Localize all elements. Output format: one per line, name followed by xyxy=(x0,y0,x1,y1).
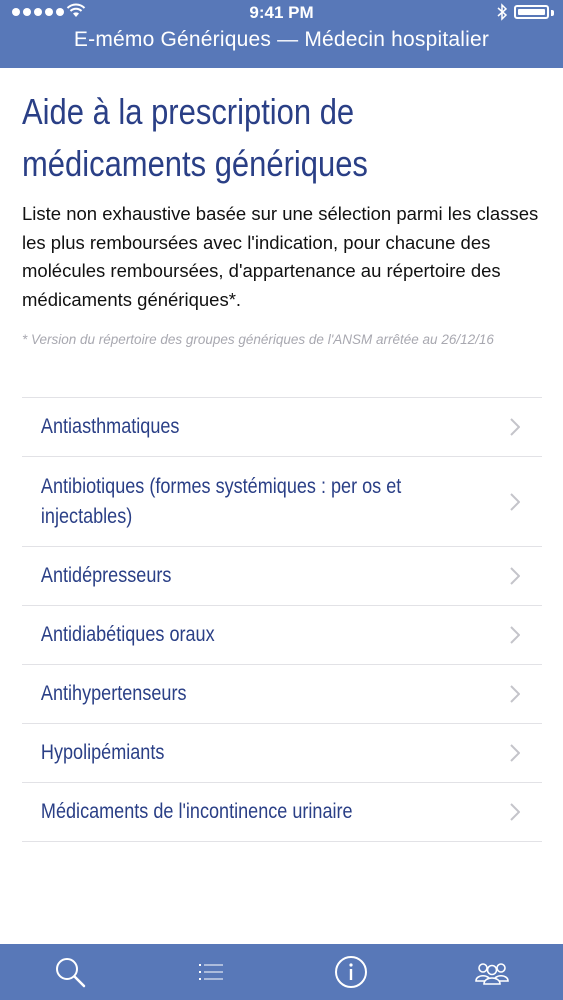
list-icon xyxy=(199,962,223,982)
chevron-right-icon xyxy=(510,493,520,511)
list-item[interactable] xyxy=(22,457,542,547)
battery-icon xyxy=(514,5,549,19)
intro-text: Liste non exhaustive basée sur une sélection parmi les classes les plus remboursées avec l'indication, pour chacune des molécules remboursées, d'appartenance au répertoire des médicaments génériques*. xyxy=(22,203,539,310)
chevron-right-icon xyxy=(510,626,520,644)
list-item-label: Antihypertenseurs xyxy=(40,682,187,705)
tab-users[interactable] xyxy=(452,944,532,1000)
status-time: 9:41 PM xyxy=(249,3,314,22)
tab-info[interactable] xyxy=(311,944,391,1000)
chevron-right-icon xyxy=(510,567,520,585)
list-item[interactable] xyxy=(22,724,542,783)
bluetooth-icon xyxy=(496,3,508,21)
info-icon xyxy=(334,955,368,989)
list-item[interactable] xyxy=(22,606,542,665)
chevron-right-icon xyxy=(510,685,520,703)
nav-title: E-mémo Génériques — Médecin hospitalier xyxy=(73,28,490,51)
top-bar xyxy=(0,0,563,68)
list-item-label: Médicaments de l'incontinence urinaire xyxy=(40,800,353,823)
category-list xyxy=(22,397,542,842)
tab-list[interactable] xyxy=(171,944,251,1000)
search-icon xyxy=(54,956,86,988)
main-content xyxy=(22,86,542,350)
list-item[interactable] xyxy=(22,398,542,457)
tab-search[interactable] xyxy=(30,944,110,1000)
version-note: * Version du répertoire des groupes génériques de l'ANSM arrêtée au 26/12/16 xyxy=(22,332,494,347)
list-item-label: Hypolipémiants xyxy=(40,741,165,764)
page-title: Aide à la prescription de médicaments génériques xyxy=(22,91,368,184)
chevron-right-icon xyxy=(510,803,520,821)
status-bar xyxy=(0,0,563,26)
list-item-label: Antiasthmatiques xyxy=(40,415,180,438)
chevron-right-icon xyxy=(510,418,520,436)
list-item-label: Antidiabétiques oraux xyxy=(40,623,215,646)
list-item-label: Antibiotiques (formes systémiques : per os et injectables) xyxy=(40,474,402,528)
list-item[interactable] xyxy=(22,783,542,842)
chevron-right-icon xyxy=(510,744,520,762)
tab-bar xyxy=(0,944,563,1000)
list-item-label: Antidépresseurs xyxy=(40,564,172,587)
list-item[interactable] xyxy=(22,665,542,724)
users-icon xyxy=(474,959,510,985)
list-item[interactable] xyxy=(22,547,542,606)
